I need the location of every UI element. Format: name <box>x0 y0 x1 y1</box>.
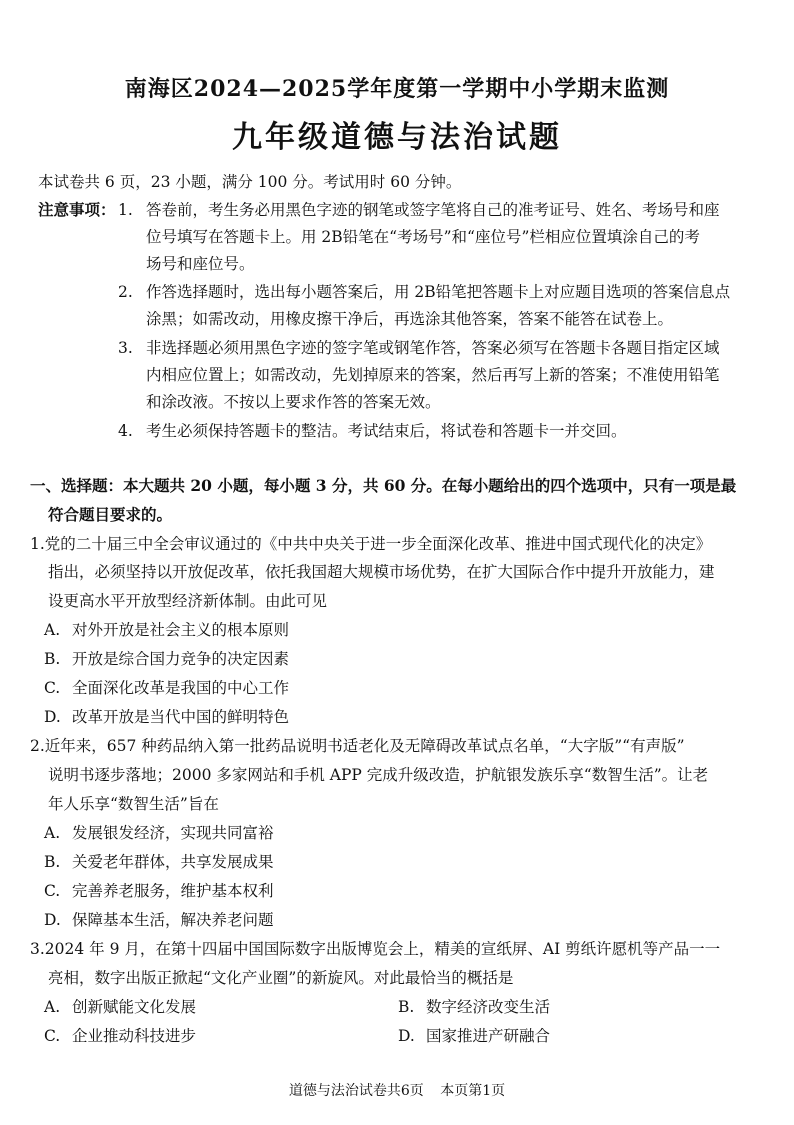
notice-line: 非选择题必须用黑色字迹的签字笔或钢笔作答，答案必须写在答题卡各题目指定区域 <box>146 339 720 357</box>
notice-label: 注意事项： <box>38 200 116 219</box>
notice-line: 内相应位置上；如需改动，先划掉原来的答案，然后再写上新的答案；不准使用铅笔 <box>146 366 720 384</box>
notice-num: 3. <box>118 339 133 357</box>
option-key: C. <box>44 679 61 697</box>
question-stem: 2.近年来，657 种药品纳入第一批药品说明书适老化及无障碍改革试点名单，“大字版”“有声版” <box>30 737 685 755</box>
question-stem: 指出，必须坚持以开放促改革，依托我国超大规模市场优势，在扩大国际合作中提升开放能力，建 <box>48 563 715 581</box>
option-key: A. <box>44 998 61 1016</box>
option-text: 数字经济改变生活 <box>426 998 551 1016</box>
notice-num: 2. <box>118 283 133 301</box>
option-key: D. <box>44 708 61 726</box>
option-text: 企业推动科技进步 <box>72 1027 197 1045</box>
option-key: C. <box>44 1027 61 1045</box>
exam-title: 南海区2024—2025学年度第一学期中小学期末监测 <box>124 76 670 102</box>
option-key: A. <box>44 824 61 842</box>
page-footer <box>0 1080 794 1100</box>
notice-line: 答卷前，考生务必用黑色字迹的钢笔或签字笔将自己的准考证号、姓名、考场号和座 <box>146 201 720 219</box>
footer-page-number: 本页第1页 <box>440 1083 506 1099</box>
notice-line: 场号和座位号。 <box>146 255 255 273</box>
footer-total-pages: 道德与法治试卷共6页 <box>288 1083 424 1099</box>
option-key: B. <box>398 998 415 1016</box>
notice-num: 1. <box>118 201 133 219</box>
option-text: 对外开放是社会主义的根本原则 <box>72 621 290 639</box>
notice-num: 4. <box>118 422 133 440</box>
notice-line: 位号填写在答题卡上。用 2B铅笔在“考场号”和“座位号”栏相应位置填涂自己的考 <box>146 228 700 246</box>
question-stem: 说明书逐步落地；2000 多家网站和手机 APP 完成升级改造，护航银发族乐享“数智生活”。让老 <box>48 766 709 784</box>
section-heading: 符合题目要求的。 <box>48 505 173 524</box>
option-key: D. <box>398 1027 415 1045</box>
option-text: 创新赋能文化发展 <box>72 998 197 1016</box>
option-text: 改革开放是当代中国的鲜明特色 <box>72 708 290 726</box>
option-key: D. <box>44 911 61 929</box>
option-key: B. <box>44 650 61 668</box>
option-text: 开放是综合国力竞争的决定因素 <box>72 650 290 668</box>
option-text: 关爱老年群体，共享发展成果 <box>72 853 274 871</box>
notice-line: 考生必须保持答题卡的整洁。考试结束后，将试卷和答题卡一并交回。 <box>146 422 627 440</box>
option-key: A. <box>44 621 61 639</box>
section-heading: 一、选择题：本大题共 20 小题，每小题 3 分，共 60 分。在每小题给出的四个选项中，只有一项是最 <box>30 476 737 495</box>
notice-line: 作答选择题时，选出每小题答案后，用 2B铅笔把答题卡上对应题目选项的答案信息点 <box>146 283 731 301</box>
notice-line: 和涂改液。不按以上要求作答的答案无效。 <box>146 393 441 411</box>
exam-subtitle: 九年级道德与法治试题 <box>232 120 562 155</box>
option-text: 发展银发经济，实现共同富裕 <box>72 824 274 842</box>
notice-line: 涂黑；如需改动，用橡皮擦干净后，再选涂其他答案，答案不能答在试卷上。 <box>146 310 674 328</box>
question-stem: 3.2024 年 9 月，在第十四届中国国际数字出版博览会上，精美的宣纸屏、AI 剪纸许愿机等产品一一 <box>30 940 721 958</box>
question-stem: 1.党的二十届三中全会审议通过的《中共中央关于进一步全面深化改革、推进中国式现代化的决定》 <box>30 535 712 553</box>
option-key: B. <box>44 853 61 871</box>
option-text: 全面深化改革是我国的中心工作 <box>72 679 290 697</box>
question-stem: 亮相，数字出版正掀起“文化产业圈”的新旋风。对此最恰当的概括是 <box>48 969 514 987</box>
question-stem: 年人乐享“数智生活”旨在 <box>48 795 219 813</box>
option-text: 保障基本生活，解决养老问题 <box>72 911 274 929</box>
exam-intro: 本试卷共 6 页，23 小题，满分 100 分。考试用时 60 分钟。 <box>38 173 462 191</box>
option-text: 完善养老服务，维护基本权利 <box>72 882 274 900</box>
option-key: C. <box>44 882 61 900</box>
question-stem: 设更高水平开放型经济新体制。由此可见 <box>48 592 328 610</box>
option-text: 国家推进产研融合 <box>426 1027 551 1045</box>
